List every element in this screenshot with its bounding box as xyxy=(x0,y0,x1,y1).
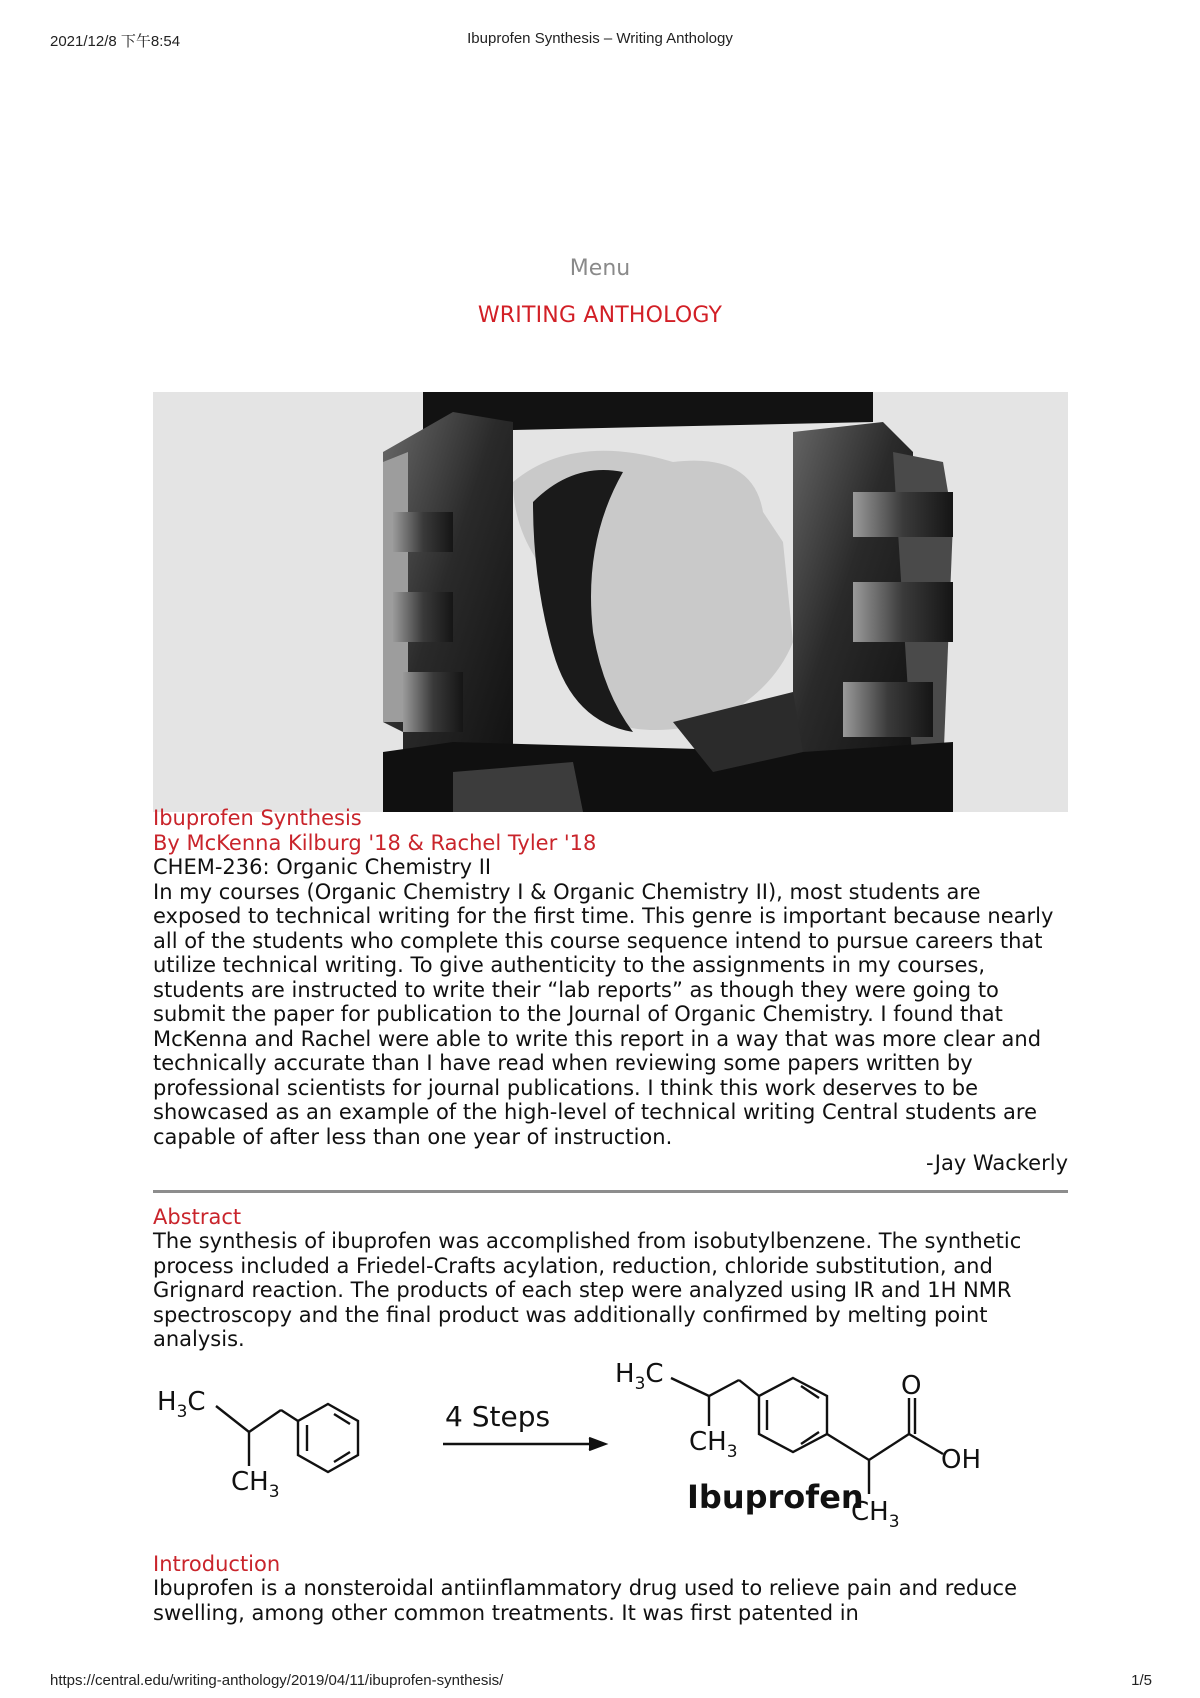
menu-button[interactable]: Menu xyxy=(569,256,631,281)
scheme-product-methyl: $H_3C$ xyxy=(615,1358,664,1394)
scheme-start-ch3: $CH_3$ xyxy=(231,1466,280,1502)
scheme-arrow-label: 4 Steps xyxy=(445,1399,551,1433)
print-url: https://central.edu/writing-anthology/2019/04/11/ibuprofen-synthesis/ xyxy=(50,1672,504,1689)
post-title: Ibuprofen Synthesis xyxy=(153,806,362,830)
section-divider xyxy=(153,1190,1068,1193)
scheme-start-methyl: $H_3C$ xyxy=(157,1386,206,1422)
scheme-product-name: Ibuprofen xyxy=(687,1477,864,1516)
print-page-title: Ibuprofen Synthesis – Writing Anthology xyxy=(467,30,733,47)
article-content xyxy=(153,806,1068,1625)
post-byline: By McKenna Kilburg '18 & Rachel Tyler '18 xyxy=(153,830,597,855)
abstract-heading: Abstract xyxy=(153,1204,242,1229)
site-title-link[interactable]: WRITING ANTHOLOGY xyxy=(477,303,723,328)
print-datetime: 2021/12/8 下午8:54 xyxy=(50,33,181,50)
instructor-note: In my courses (Organic Chemistry I & Organic Chemistry II), most students are exposed to technical writing for the first time. This genre is important because nearly all of the students who complete this course sequence intend to pursue careers that utilize technical writing. To give authenticity to the assignments in my courses, students are instructed to write their “lab reports” as though they were going to submit the paper for publication to the Journal of Organic Chemistry. I found that McKenna and Rachel were able to write this report in a way that was more clear and technically accurate than I have read when reviewing some papers written by professional scientists for journal publications. I think this work deserves to be showcased as an example of the high-level of technical writing Central students are capable of after less than one year of instruction. xyxy=(153,879,1054,1149)
scheme-oxygen: O xyxy=(901,1370,922,1401)
featured-image xyxy=(153,392,1068,812)
instructor-signature: -Jay Wackerly xyxy=(926,1151,1068,1175)
course-label: CHEM-236: Organic Chemistry II xyxy=(153,855,492,879)
synthesis-scheme xyxy=(153,1358,1068,1548)
print-page-number: 1/5 xyxy=(1131,1672,1152,1689)
scheme-hydroxyl: OH xyxy=(941,1444,982,1475)
introduction-text: Ibuprofen is a nonsteroidal antiinflammatory drug used to relieve pain and reduce swelling, among other common treatments. It was first patented in xyxy=(153,1576,1018,1625)
abstract-text: The synthesis of ibuprofen was accomplished from isobutylbenzene. The synthetic process included a Friedel-Crafts acylation, reduction, chloride substitution, and Grignard reaction. The products of each step were analyzed using IR and 1H NMR spectroscopy and the final product was additionally confirmed by melting point analysis. xyxy=(153,1229,1022,1351)
introduction-heading: Introduction xyxy=(153,1551,281,1576)
scheme-alpha-ch3: $CH_3$ xyxy=(851,1496,900,1532)
scheme-product-ch3: $CH_3$ xyxy=(689,1426,738,1462)
metal-sculpture-photo xyxy=(153,392,1068,812)
